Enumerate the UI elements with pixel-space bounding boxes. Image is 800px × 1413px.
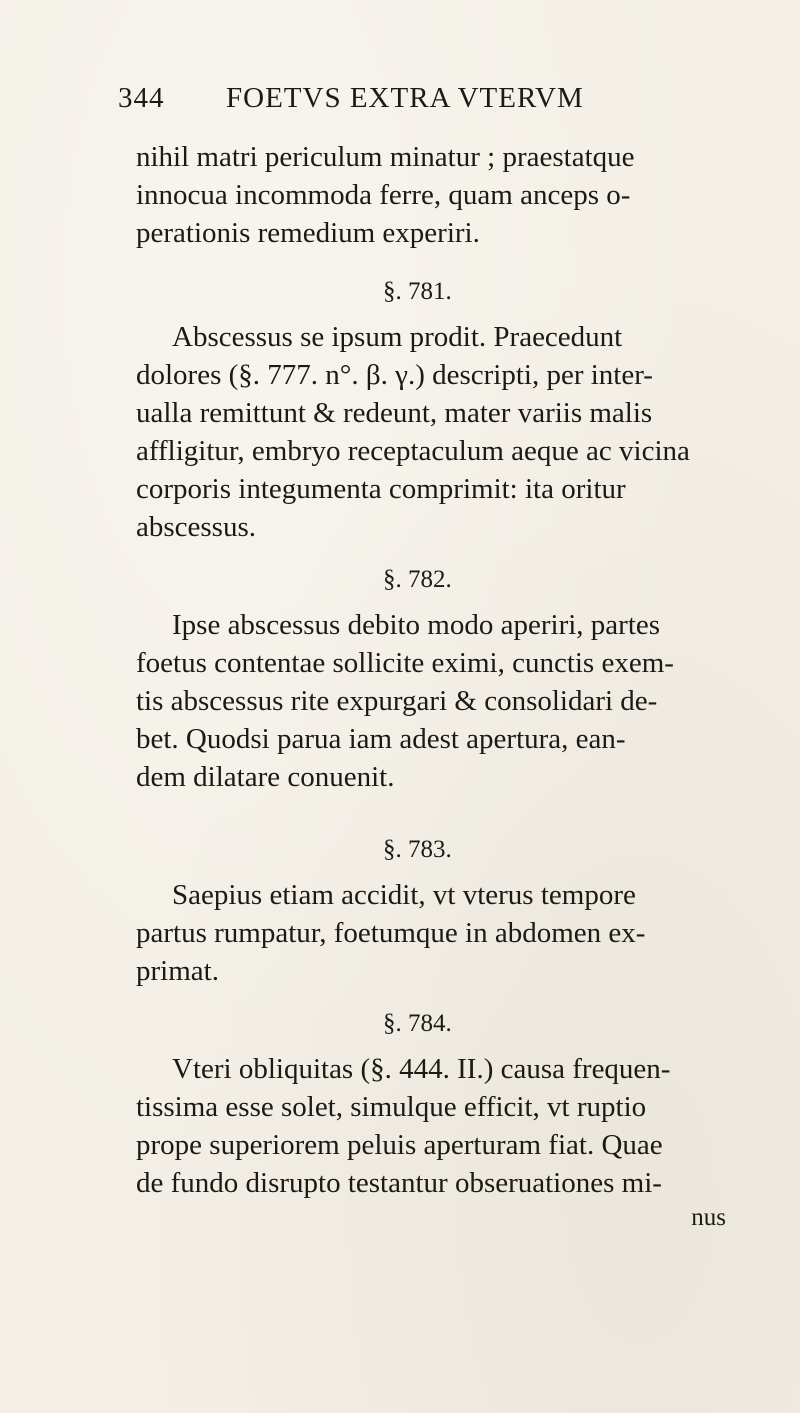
body-text	[136, 138, 736, 1234]
text-line: Abscessus se ipsum prodit. Praecedunt	[172, 321, 623, 353]
section-number-783: §. 783.	[383, 836, 452, 863]
text-line: primat.	[136, 955, 219, 987]
text-line: de fundo disrupto testantur obseruationes mi-	[136, 1167, 662, 1199]
text-line: innocua incommoda ferre, quam anceps o-	[136, 179, 631, 211]
text-line: Ipse abscessus debito modo aperiri, partes	[172, 609, 661, 641]
text-line: affligitur, embryo receptaculum aeque ac vicina	[136, 435, 690, 467]
text-line: partus rumpatur, foetumque in abdomen ex-	[136, 917, 646, 949]
text-line: perationis remedium experiri.	[136, 217, 480, 249]
text-line: tissima esse solet, simulque efficit, vt ruptio	[136, 1091, 647, 1123]
text-line: foetus contentae sollicite eximi, cunctis exem-	[136, 647, 674, 679]
page-number: 344	[118, 82, 165, 114]
text-line: corporis integumenta comprimit: ita oritur	[136, 473, 626, 505]
text-line: nihil matri periculum minatur ; praestatque	[136, 141, 635, 173]
text-line: prope superiorem peluis aperturam fiat. Quae	[136, 1129, 663, 1161]
text-line: bet. Quodsi parua iam adest apertura, ean-	[136, 723, 626, 755]
running-head	[118, 82, 738, 126]
text-line: abscessus.	[136, 511, 257, 543]
text-line: Vteri obliquitas (§. 444. II.) causa frequen-	[172, 1053, 671, 1085]
section-number-782: §. 782.	[383, 566, 452, 593]
text-line: dem dilatare conuenit.	[136, 761, 395, 793]
text-line: Saepius etiam accidit, vt vterus tempore	[172, 879, 636, 911]
catchword: nus	[691, 1204, 726, 1231]
section-number-784: §. 784.	[383, 1010, 452, 1037]
section-number-781: §. 781.	[383, 278, 452, 305]
text-line: dolores (§. 777. n°. β. γ.) descripti, per inter-	[136, 359, 653, 391]
running-title: FOETVS EXTRA VTERVM	[226, 82, 584, 114]
text-line: ualla remittunt & redeunt, mater variis malis	[136, 397, 653, 429]
text-line: tis abscessus rite expurgari & consolidari de-	[136, 685, 658, 717]
